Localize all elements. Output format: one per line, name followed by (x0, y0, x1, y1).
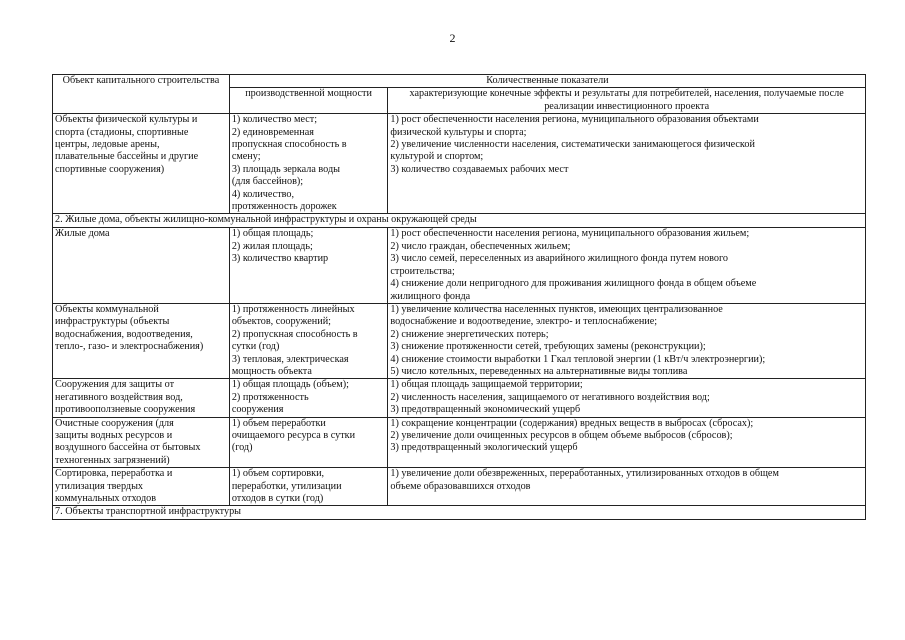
cell-line: 2) протяженность (231, 391, 309, 403)
cell-line: культурой и спортом; (390, 151, 484, 163)
cell-line: отходов в сутки (год) (231, 493, 324, 504)
cell-line: 1) сокращение концентрации (содержания) вредных веществ в выбросах (сбросах); (390, 417, 754, 429)
cell-line: 3) тепловая, электрическая (231, 353, 349, 365)
cell-line: 2) численность населения, защищаемого от негативного воздействия вод; (390, 391, 710, 403)
cell-line: тепло-, газо- и электроснабжения) (55, 341, 204, 353)
cell-line: переработки, утилизации (231, 480, 342, 492)
cell-line: 1) рост обеспеченности населения региона, муниципального образования жильем; (390, 228, 750, 240)
section-7-heading: 7. Объекты транспортной инфраструктуры (53, 506, 866, 520)
table-row (53, 379, 866, 417)
object-cell (53, 303, 230, 378)
cell-line: (для бассейнов); (231, 176, 304, 188)
cell-line: 1) объем переработки (231, 417, 326, 429)
cell-line: плавательные бассейны и другие (55, 151, 199, 163)
cell-line: 3) количество создаваемых рабочих мест (390, 163, 569, 175)
table-header-row-1 (53, 75, 866, 88)
table-row (53, 228, 866, 303)
table-row (53, 114, 866, 214)
cell-line: спорта (стадионы, спортивные (55, 126, 189, 138)
cell-line: 3) количество квартир (231, 253, 329, 265)
cell-line: Объекты физической культуры и (55, 114, 198, 126)
cell-line: очищаемого ресурса в сутки (231, 429, 356, 441)
cell-line: Сортировка, переработка и (55, 468, 173, 480)
table-row (53, 417, 866, 468)
cell-line: 1) увеличение доли обезвреженных, переработанных, утилизированных отходов в общем (390, 468, 779, 480)
cell-line: водоснабжение и водоотведение, электро- и теплоснабжение; (390, 316, 658, 328)
cell-line: 2) жилая площадь; (231, 240, 313, 252)
cell-line: 4) снижение стоимости выработки 1 Гкал тепловой энергии (1 кВт/ч электроэнергии); (390, 353, 766, 365)
cell-line: (год) (231, 442, 253, 454)
cell-line: 2) число граждан, обеспеченных жильем; (390, 240, 571, 252)
capacity-cell (229, 303, 388, 378)
cell-line: техногенных загрязнений) (55, 454, 170, 466)
cell-line: 5) число котельных, переведенных на альтернативные виды топлива (390, 365, 688, 377)
cell-line: утилизация твердых (55, 480, 144, 492)
indicators-table (52, 74, 866, 520)
header-quantitative: Количественные показатели (229, 75, 865, 88)
cell-line: 2) снижение энергетических потерь; (390, 328, 549, 340)
capacity-cell (229, 417, 388, 468)
object-cell (53, 379, 230, 417)
cell-line: 2) увеличение численности населения, систематически занимающегося физической (390, 139, 755, 151)
cell-line: Жилые дома (55, 228, 110, 240)
cell-line: Сооружения для защиты от (55, 379, 175, 391)
page-number: 2 (449, 31, 456, 45)
effects-cell (388, 228, 866, 303)
cell-line: Очистные сооружения (для (55, 417, 174, 429)
effects-cell (388, 417, 866, 468)
cell-line: коммунальных отходов (55, 493, 157, 504)
cell-line: 1) общая площадь защищаемой территории; (390, 379, 583, 391)
cell-line: мощность объекта (231, 365, 312, 377)
cell-line: 1) рост обеспеченности населения региона, муниципального образования объектами (390, 114, 759, 126)
cell-line: 1) количество мест; (231, 114, 318, 126)
cell-line: жилищного фонда (390, 290, 471, 302)
cell-line: 1) объем сортировки, (231, 468, 325, 480)
capacity-cell (229, 379, 388, 417)
cell-line: 3) площадь зеркала воды (231, 163, 340, 175)
cell-line: объеме образовавшихся отходов (390, 480, 531, 492)
cell-line: Объекты коммунальной (55, 303, 159, 315)
cell-line: физической культуры и спорта; (390, 126, 527, 138)
cell-line: противооползневые сооружения (55, 404, 196, 416)
section-row (53, 506, 866, 520)
cell-line: сооружения (231, 404, 284, 416)
cell-line: 3) снижение протяженности сетей, требующих замены (реконструкции); (390, 341, 706, 353)
section-row (53, 214, 866, 228)
cell-line: 1) общая площадь; (231, 228, 314, 240)
table-row (53, 303, 866, 378)
header-effects: характеризующие конечные эффекты и результаты для потребителей, населения, получаемые после реализации инвестиционного проекта (388, 88, 866, 114)
object-cell (53, 114, 230, 214)
object-cell (53, 417, 230, 468)
object-cell (53, 468, 230, 506)
header-object: Объект капитального строительства (53, 75, 230, 114)
table-row (53, 468, 866, 506)
cell-line: защиты водных ресурсов и (55, 429, 173, 441)
cell-line: 1) общая площадь (объем); (231, 379, 349, 391)
header-capacity: производственной мощности (229, 88, 388, 114)
cell-line: 2) пропускная способность в (231, 328, 358, 340)
cell-line: центры, ледовые арены, (55, 139, 160, 151)
cell-line: строительства; (390, 265, 455, 277)
object-cell (53, 228, 230, 303)
cell-line: 2) единовременная (231, 126, 314, 138)
effects-cell (388, 114, 866, 214)
cell-line: 4) снижение доли непригодного для проживания жилищного фонда в общем объеме (390, 278, 757, 290)
cell-line: смену; (231, 151, 261, 163)
cell-line: воздушного бассейна от бытовых (55, 442, 201, 454)
capacity-cell (229, 228, 388, 303)
cell-line: протяженность дорожек (231, 201, 337, 213)
cell-line: объектов, сооружений; (231, 316, 331, 328)
cell-line: 3) предотвращенный экономический ущерб (390, 404, 581, 416)
capacity-cell (229, 114, 388, 214)
cell-line: пропускная способность в (231, 139, 347, 151)
cell-line: 3) число семей, переселенных из аварийного жилищного фонда путем нового (390, 253, 729, 265)
cell-line: негативного воздействия вод, (55, 391, 183, 403)
cell-line: спортивные сооружения) (55, 163, 165, 175)
cell-line: 2) увеличение доли очищенных ресурсов в общем объеме выбросов (сбросов); (390, 429, 733, 441)
section-2-heading: 2. Жилые дома, объекты жилищно-коммунальной инфраструктуры и охраны окружающей среды (53, 214, 866, 228)
cell-line: сутки (год) (231, 341, 280, 353)
effects-cell (388, 303, 866, 378)
cell-line: водоснабжения, водоотведения, (55, 328, 193, 340)
cell-line: 3) предотвращенный экологический ущерб (390, 442, 578, 454)
effects-cell (388, 468, 866, 506)
capacity-cell (229, 468, 388, 506)
cell-line: 4) количество, (231, 188, 295, 200)
effects-cell (388, 379, 866, 417)
cell-line: инфраструктуры (объекты (55, 316, 170, 328)
cell-line: 1) протяженность линейных (231, 303, 355, 315)
cell-line: 1) увеличение количества населенных пунктов, имеющих централизованное (390, 303, 723, 315)
